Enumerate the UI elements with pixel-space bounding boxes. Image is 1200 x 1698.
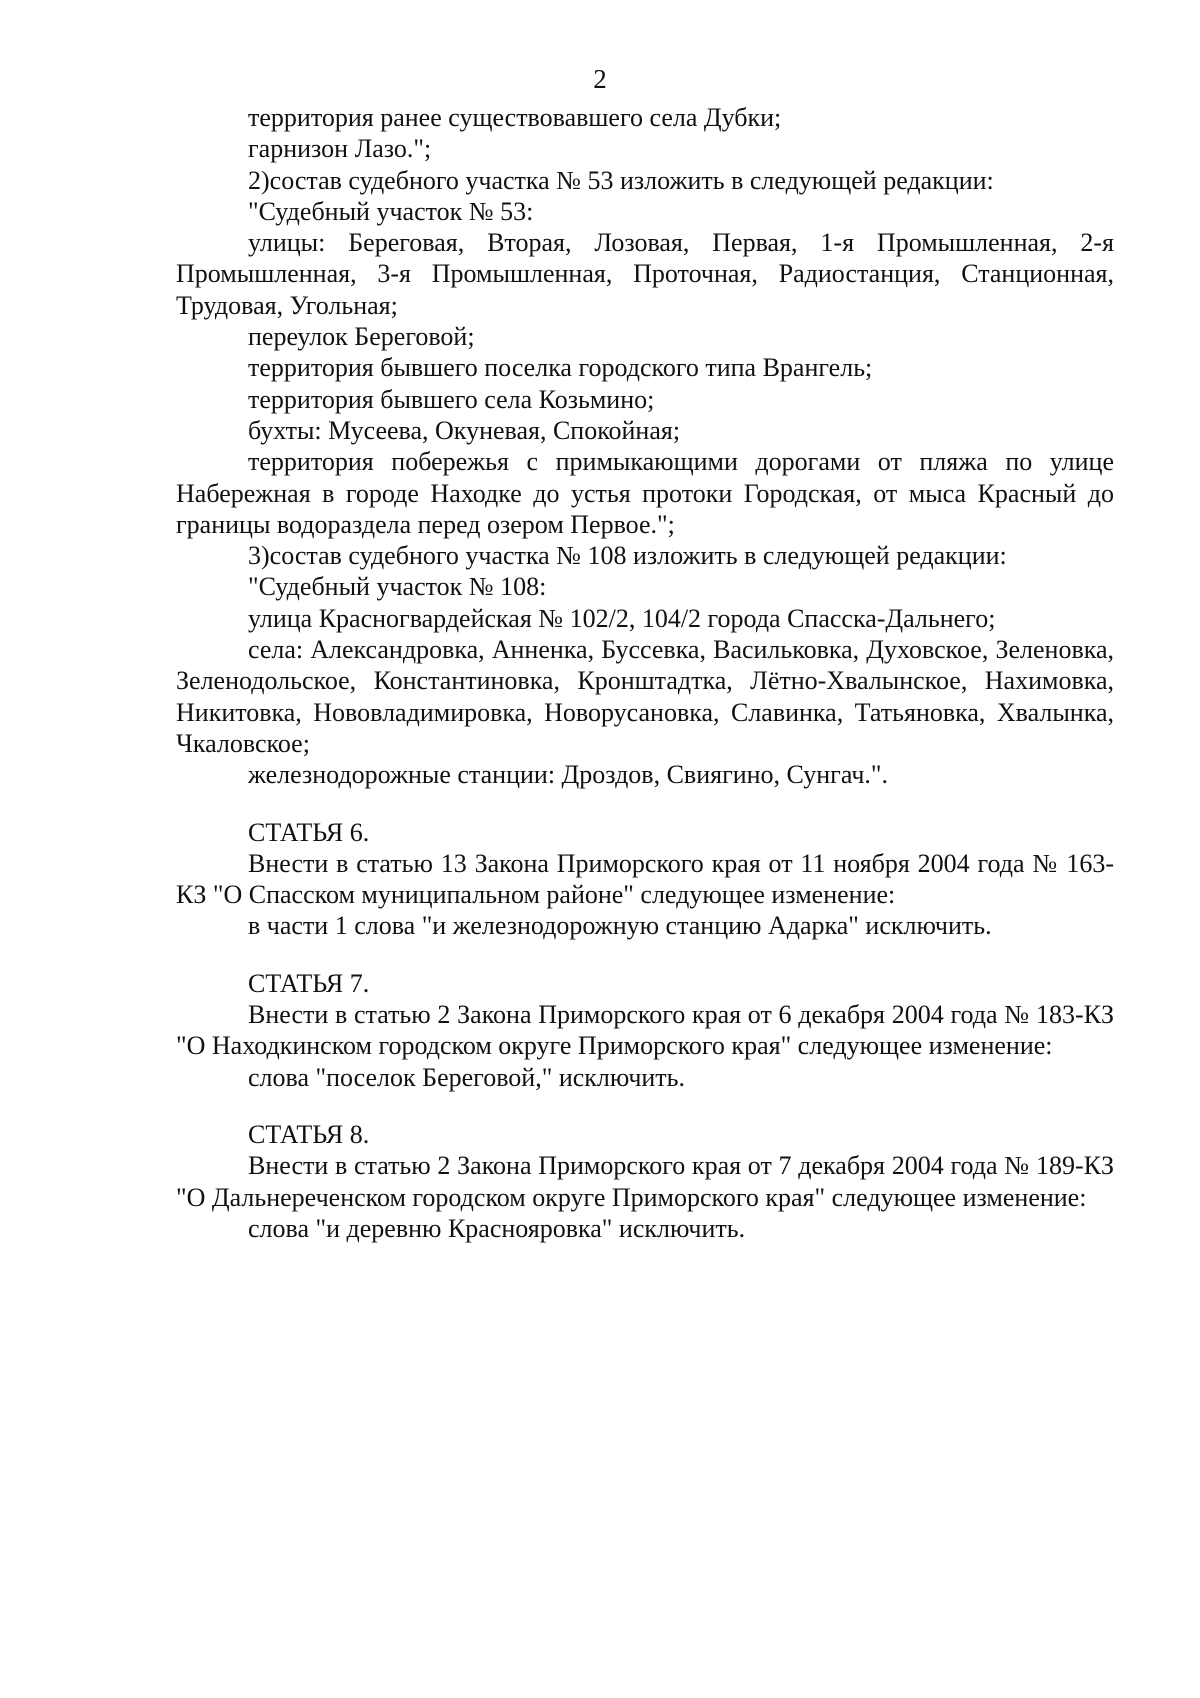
article-7-text: слова "поселок Береговой," исключить. [248, 1062, 686, 1092]
paragraph: села: Александровка, Анненка, Буссевка, Васильковка, Духовское, Зеленовка, Зеленодольское, Константиновка, Кронштадтка, Лётно-Хвалынское, Нахимовка, Никитовка, Нововладимировка, Новорусановка, Славинка, Татьяновка, Хвалынка, Чкаловское; [176, 635, 1114, 758]
paragraph: территория ранее существовавшего села Дубки; [248, 103, 782, 132]
paragraph: гарнизон Лазо."; [248, 134, 432, 164]
paragraph: "Судебный участок № 108: [248, 572, 547, 602]
paragraph: территория бывшего поселка городского типа Врангель; [248, 353, 873, 383]
page-number: 2 [593, 64, 607, 94]
article-6-text: в части 1 слова "и железнодорожную станцию Адарка" исключить. [248, 911, 992, 941]
article-8-text: слова "и деревню Краснояровка" исключить. [248, 1213, 746, 1243]
article-7-heading: СТАТЬЯ 7. [248, 968, 370, 998]
paragraph: территория побережья с примыкающими дорогами от пляжа по улице Набережная в городе Находке до устья протоки Городская, от мыса Красный до границы водораздела перед озером Первое."; [176, 447, 1114, 539]
paragraph: 3)состав судебного участка № 108 изложить в следующей редакции: [248, 541, 1007, 571]
article-8-text: Внести в статью 2 Закона Приморского края от 7 декабря 2004 года № 189-КЗ "О Дальнереченском городском округе Приморского края" следующее изменение: [176, 1151, 1114, 1212]
document-body [176, 102, 1114, 1244]
paragraph: улицы: Береговая, Вторая, Лозовая, Первая, 1-я Промышленная, 2-я Промышленная, 3-я Промышленная, Проточная, Радиостанция, Станционная, Трудовая, Угольная; [176, 228, 1114, 320]
article-7-text: Внести в статью 2 Закона Приморского края от 6 декабря 2004 года № 183-КЗ "О Находкинском городском округе Приморского края" следующее изменение: [176, 1000, 1114, 1061]
paragraph: 2)состав судебного участка № 53 изложить в следующей редакции: [248, 165, 994, 195]
paragraph: территория бывшего села Козьмино; [248, 384, 655, 414]
article-6-text: Внести в статью 13 Закона Приморского края от 11 ноября 2004 года № 163-КЗ "О Спасском муниципальном районе" следующее изменение: [176, 848, 1114, 910]
article-6-heading: СТАТЬЯ 6. [248, 817, 370, 847]
article-8-heading: СТАТЬЯ 8. [248, 1119, 370, 1149]
paragraph: железнодорожные станции: Дроздов, Свиягино, Сунгач.". [248, 760, 889, 790]
paragraph: улица Красногвардейская № 102/2, 104/2 города Спасска-Дальнего; [248, 603, 996, 633]
paragraph: "Судебный участок № 53: [248, 196, 534, 226]
paragraph: бухты: Мусеева, Окуневая, Спокойная; [248, 415, 681, 445]
paragraph: переулок Береговой; [248, 322, 475, 352]
